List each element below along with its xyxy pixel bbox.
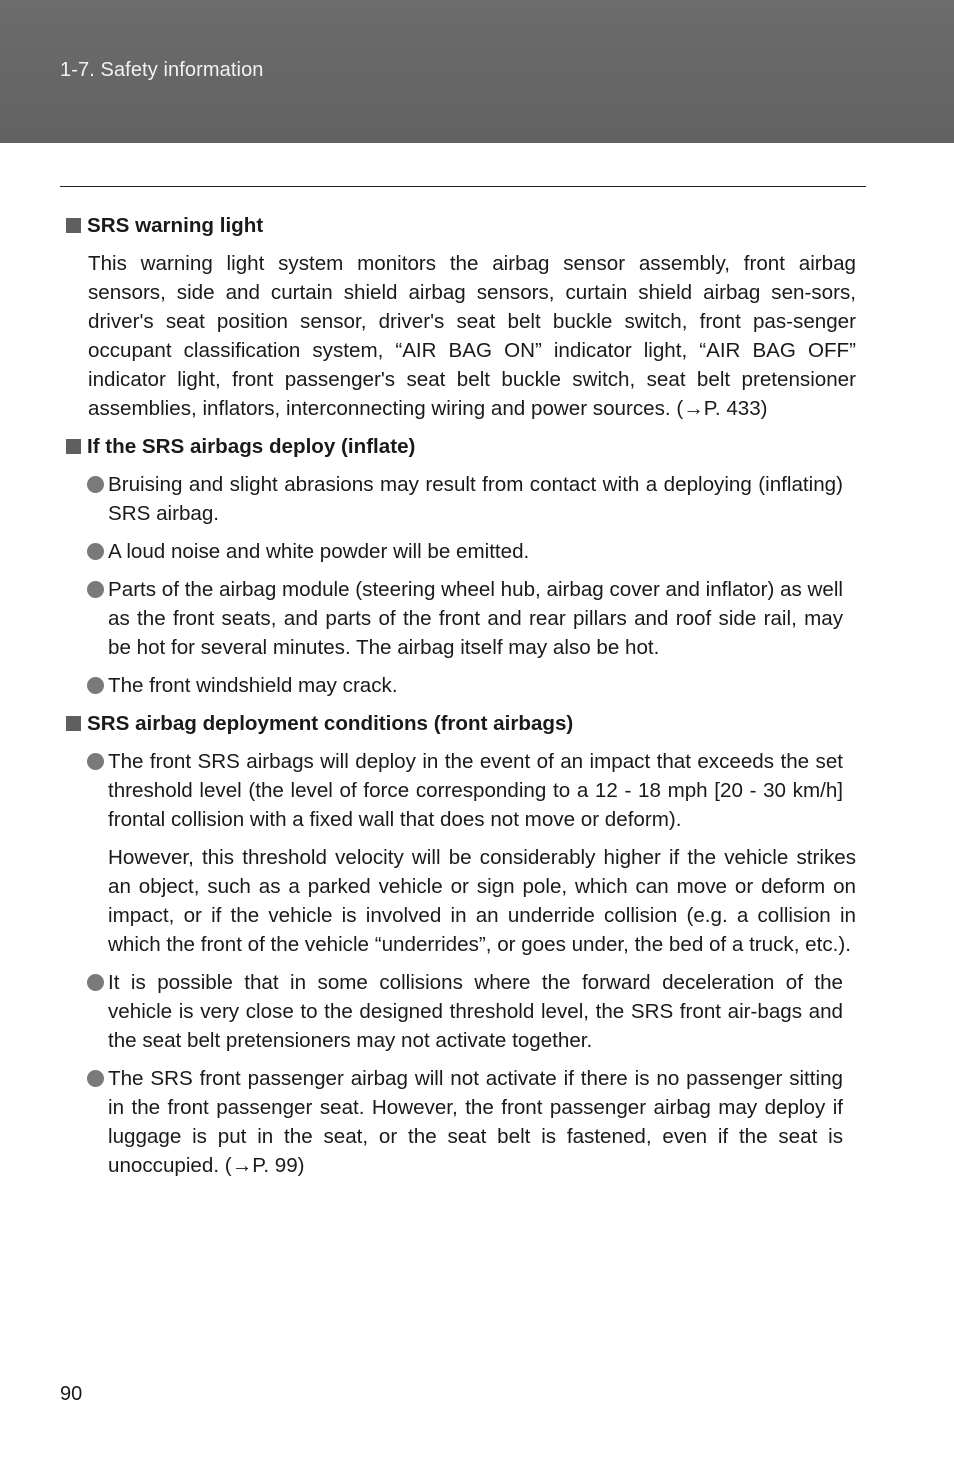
list-item-text: Parts of the airbag module (steering wheel hub, airbag cover and inflator) as well as the front seats, and parts of the front and rear pillars and roof side rail, may be hot for several minutes. The airbag itself may also be hot. (108, 578, 843, 659)
circle-bullet-icon (87, 543, 104, 560)
circle-bullet-icon (87, 974, 104, 991)
list-item (87, 470, 843, 528)
square-bullet-icon (66, 716, 81, 731)
page-content (66, 211, 856, 1189)
list-item-text: The front windshield may crack. (108, 674, 398, 697)
circle-bullet-icon (87, 476, 104, 493)
list-item-text: It is possible that in some collisions where the forward deceleration of the vehicle is very close to the designed threshold level, the SRS front air-bags and the seat belt pretensioners may not activate together. (108, 971, 843, 1052)
list-item (87, 671, 843, 700)
section-title: 1-7. Safety information (60, 59, 264, 81)
list-item-text: Bruising and slight abrasions may result from contact with a deploying (inflating) SRS airbag. (108, 473, 843, 525)
header-band (0, 0, 954, 143)
square-bullet-icon (66, 439, 81, 454)
list-item-text: The front SRS airbags will deploy in the event of an impact that exceeds the set threshold level (the level of force corresponding to a 12 - 18 mph [20 - 30 km/h] frontal collision with a fixed wall that does not move or deform). (108, 750, 843, 831)
list-item (87, 747, 843, 834)
heading-text: SRS warning light (87, 214, 264, 237)
body-paragraph: However, this threshold velocity will be considerably higher if the vehicle strikes an object, such as a parked vehicle or sign pole, which can move or deform on impact, or if the vehicle is involved in an underride collision (e.g. a collision in which the front of the vehicle “underrides”, or goes under, the bed of a truck, etc.). (108, 846, 856, 956)
list-item-text: The SRS front passenger airbag will not activate if there is no passenger sitting in the front passenger seat. However, the front passenger airbag may deploy if luggage is put in the seat, or the seat belt is fastened, even if the seat is unoccupied. (→P. 99) (108, 1067, 843, 1177)
circle-bullet-icon (87, 581, 104, 598)
page-number: 90 (60, 1383, 83, 1405)
section-heading (66, 211, 856, 240)
list-item (87, 537, 843, 566)
section-heading (66, 709, 856, 738)
square-bullet-icon (66, 218, 81, 233)
header-rule (60, 186, 866, 187)
list-item (87, 1064, 843, 1180)
circle-bullet-icon (87, 677, 104, 694)
body-paragraph: This warning light system monitors the airbag sensor assembly, front airbag sensors, side and curtain shield airbag sensors, curtain shield airbag sen-sors, driver's seat position sensor, driver's seat belt buckle switch, front pas-senger occupant classification system, “AIR BAG ON” indicator light, “AIR BAG OFF” indicator light, front passenger's seat belt buckle switch, seat belt pretensioner assemblies, inflators, interconnecting wiring and power sources. (→P. 433) (88, 252, 856, 420)
list-item-text: A loud noise and white powder will be emitted. (108, 540, 530, 563)
heading-text: If the SRS airbags deploy (inflate) (87, 435, 416, 458)
list-item (87, 968, 843, 1055)
heading-text: SRS airbag deployment conditions (front airbags) (87, 712, 574, 735)
list-item (87, 575, 843, 662)
section-heading (66, 432, 856, 461)
circle-bullet-icon (87, 1070, 104, 1087)
circle-bullet-icon (87, 753, 104, 770)
